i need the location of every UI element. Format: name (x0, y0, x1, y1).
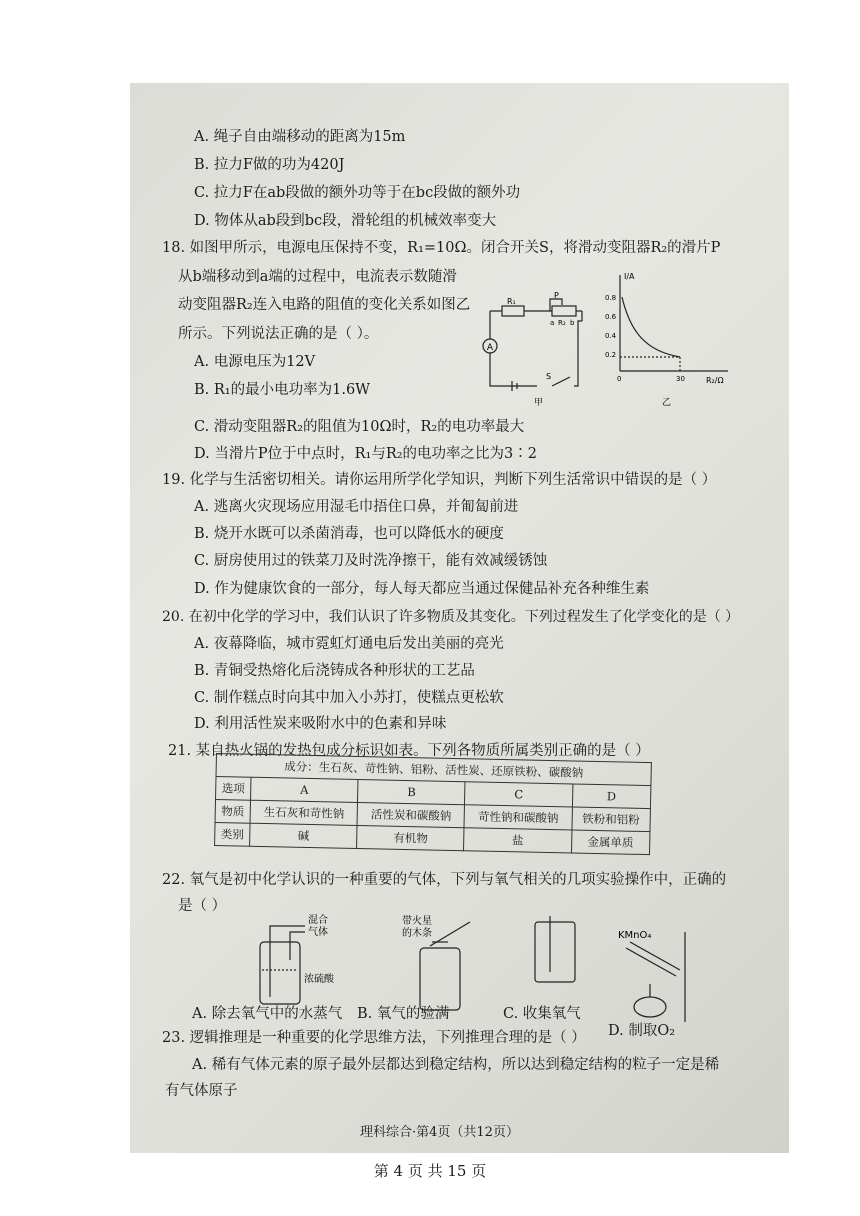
fig-yi-caption: 乙 (662, 398, 672, 408)
q22-stem-line2: 是（ ） (178, 898, 227, 914)
r1-label: R₁ (507, 297, 516, 306)
q20-option-a: A. 夜幕降临，城市霓虹灯通电后发出美丽的亮光 (194, 636, 504, 652)
q19-option-b: B. 烧开水既可以杀菌消毒，也可以降低水的硬度 (194, 526, 504, 542)
table-row: 物质 生石灰和苛性钠 活性炭和碳酸钠 苛性钠和碳酸钠 铁粉和铝粉 (215, 800, 650, 832)
q18-stem-line2: 从b端移动到a端的过程中，电流表示数随滑 (178, 269, 457, 285)
circuit-diagram-jia (482, 291, 594, 409)
label-stick-1: 带火星 (402, 916, 432, 927)
tick-x-0: 0 (617, 375, 622, 383)
q19-option-a: A. 逃离火灾现场应用湿毛巾捂住口鼻，并匍匐前进 (194, 499, 519, 515)
tick-y-08: 0.8 (605, 294, 617, 302)
q20-option-d: D. 利用活性炭来吸附水中的色素和异味 (194, 716, 447, 732)
label-mix-gas-2: 气体 (308, 927, 328, 938)
composition-table (214, 753, 652, 855)
r2-label: R₂ (558, 319, 566, 327)
q18-stem-line3: 动变阻器R₂连入电路的阻值的变化关系如图乙 (178, 297, 471, 313)
q17-option-b: B. 拉力F做的功为420J (194, 157, 345, 173)
label-kmno4: KMnO₄ (618, 930, 652, 941)
q22-stem-line1: 22. 氧气是初中化学认识的一种重要的气体，下列与氧气相关的几项实验操作中，正确的 (162, 872, 727, 888)
tick-y-02: 0.2 (605, 351, 617, 359)
end-b-label: b (570, 319, 575, 327)
q18-option-b: B. R₁的最小电功率为1.6W (194, 382, 371, 398)
inner-page-footer: 理科综合·第4页（共12页） (360, 1125, 519, 1140)
q20-option-b: B. 青铜受热熔化后浇铸成各种形状的工艺品 (194, 663, 475, 679)
q23-option-a-line2: 有气体原子 (165, 1083, 238, 1099)
switch-s-label: S (546, 372, 552, 381)
label-acid: 浓硫酸 (304, 974, 334, 985)
q20-stem: 20. 在初中化学的学习中，我们认识了许多物质及其变化。下列过程发生了化学变化的是（ ） (162, 609, 740, 625)
q19-option-d: D. 作为健康饮食的一部分，每人每天都应当通过保健品补充各种维生素 (194, 581, 650, 597)
q22-option-d: D. 制取O₂ (608, 1023, 676, 1039)
q18-option-d: D. 当滑片P位于中点时，R₁与R₂的电功率之比为3∶2 (194, 446, 537, 462)
q18-stem-line4: 所示。下列说法正确的是（ ）。 (178, 326, 379, 342)
wash-bottle-icon (260, 942, 300, 1004)
q18-stem-line1: 18. 如图甲所示，电源电压保持不变，R₁=10Ω。闭合开关S，将滑动变阻器R₂的滑片P (162, 240, 721, 256)
q22-option-b: B. 氧气的验满 (357, 1006, 450, 1022)
q23-stem: 23. 逻辑推理是一种重要的化学思维方法，下列推理合理的是（ ） (162, 1030, 586, 1046)
q22-option-c: C. 收集氧气 (503, 1006, 581, 1022)
q20-option-c: C. 制作糕点时向其中加入小苏打，使糕点更松软 (194, 690, 504, 706)
slider-p-label: P (554, 291, 559, 300)
q19-stem: 19. 化学与生活密切相关。请你运用所学化学知识，判断下列生活常识中错误的是（ ） (162, 472, 717, 488)
q19-option-c: C. 厨房使用过的铁菜刀及时洗净擦干，能有效减缓锈蚀 (194, 553, 548, 569)
alcohol-lamp-icon (634, 997, 666, 1017)
label-mix-gas-1: 混合 (308, 915, 328, 926)
q22-option-a: A. 除去氧气中的水蒸气 (192, 1006, 343, 1022)
tick-y-06: 0.6 (605, 313, 617, 321)
test-tube-icon (630, 942, 680, 970)
q17-option-a: A. 绳子自由端移动的距离为15m (194, 129, 406, 145)
graph-xlabel: R₂/Ω (706, 376, 724, 385)
table-row: 类别 碱 有机物 盐 金属单质 (215, 822, 650, 854)
fig-jia-caption: 甲 (534, 398, 544, 408)
q18-option-c: C. 滑动变阻器R₂的阻值为10Ω时，R₂的电功率最大 (194, 419, 525, 435)
end-a-label: a (550, 319, 555, 327)
q17-option-d: D. 物体从ab段到bc段，滑轮组的机械效率变大 (194, 213, 497, 229)
label-stick-2: 的木条 (402, 928, 432, 939)
page-footer: 第 4 页 共 15 页 (373, 1162, 487, 1180)
table-row: 选项 A B C D (216, 777, 651, 809)
ammeter-label: A (486, 343, 494, 353)
graph-ylabel: I/A (624, 272, 635, 281)
q17-option-c: C. 拉力F在ab段做的额外功等于在bc段做的额外功 (194, 185, 521, 201)
gas-bottle-icon (420, 948, 460, 1010)
q23-option-a-line1: A. 稀有气体元素的原子最外层都达到稳定结构，所以达到稳定结构的粒子一定是稀 (192, 1057, 720, 1073)
tick-y-04: 0.4 (605, 332, 617, 340)
graph-yi (600, 271, 740, 411)
q21-stem: 21. 某自热火锅的发热包成分标识如表。下列各物质所属类别正确的是（ ） (168, 743, 650, 759)
tick-x-30: 30 (676, 375, 685, 383)
collection-bottle-icon (535, 922, 575, 982)
glowing-stick-icon (430, 922, 470, 946)
q18-option-a: A. 电源电压为12V (194, 354, 316, 370)
table-header: 成分：生石灰、苛性钠、铝粉、活性炭、还原铁粉、碳酸钠 (216, 754, 651, 786)
